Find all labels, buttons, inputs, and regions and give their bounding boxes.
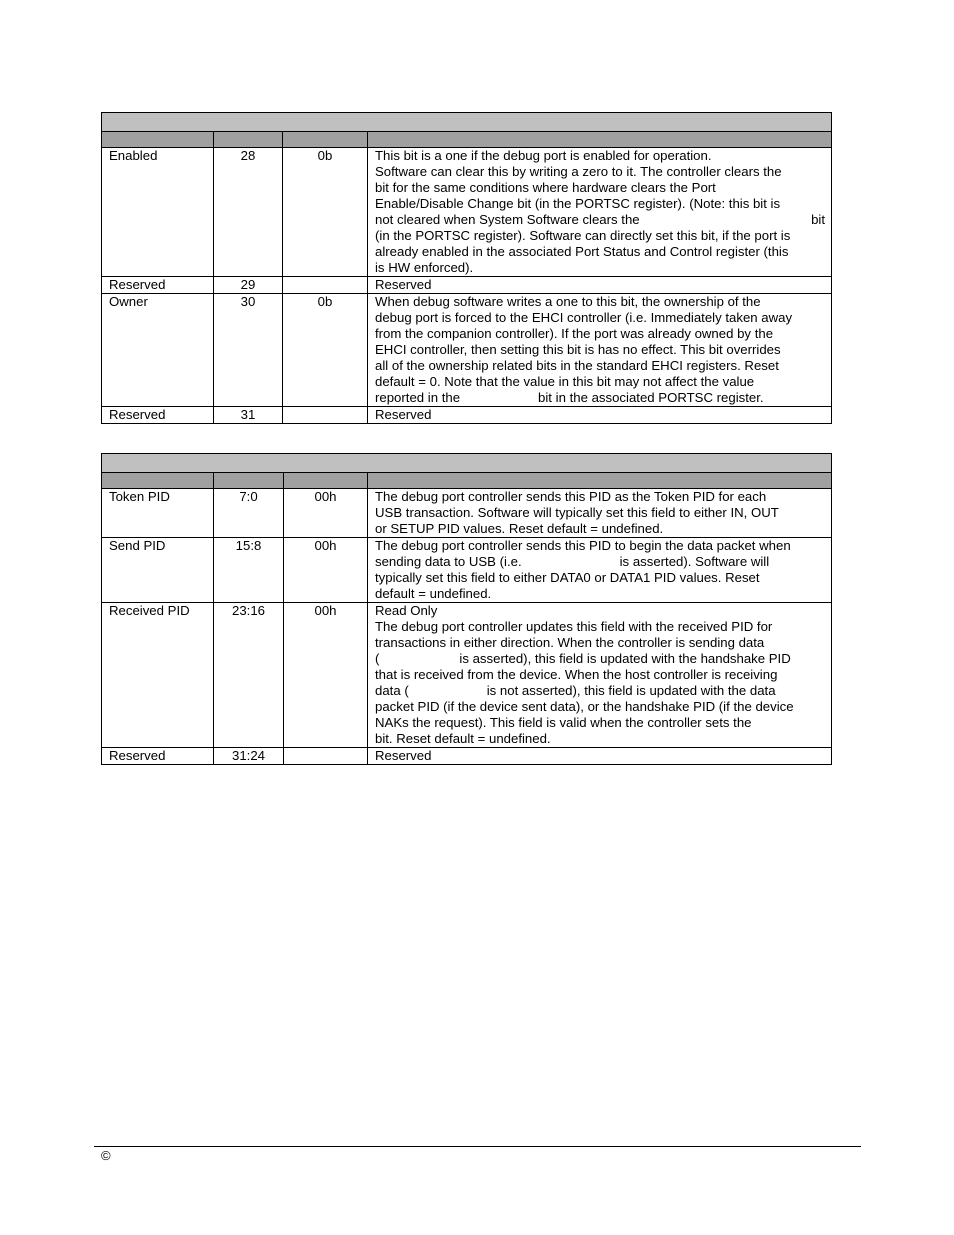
default-value: 00h — [284, 603, 368, 748]
desc-line: bit. Reset default = undefined. — [375, 731, 551, 746]
header-field — [102, 473, 214, 489]
desc-text: sending data to USB (i.e. — [375, 554, 522, 569]
description: Reserved — [368, 748, 832, 765]
default-value: 00h — [284, 489, 368, 538]
desc-line — [375, 554, 825, 570]
table-row — [102, 748, 832, 765]
desc-line: is HW enforced). — [375, 260, 474, 275]
header-bits — [214, 132, 283, 148]
table-row — [102, 148, 832, 277]
field-name: Reserved — [102, 277, 214, 294]
desc-line — [375, 683, 825, 699]
desc-line — [375, 651, 825, 667]
table-title-row — [102, 454, 832, 473]
table-row — [102, 603, 832, 748]
desc-line: typically set this field to either DATA0 or DATA1 PID values. Reset — [375, 570, 760, 585]
table-title-row — [102, 113, 832, 132]
table-title-cell — [102, 454, 832, 473]
desc-line: debug port is forced to the EHCI controller (i.e. Immediately taken away — [375, 310, 793, 325]
table-header-row — [102, 473, 832, 489]
desc-line — [375, 390, 825, 406]
table-row — [102, 294, 832, 407]
desc-line: USB transaction. Software will typically set this field to either IN, OUT — [375, 505, 779, 520]
description: Reserved — [368, 407, 832, 424]
field-name: Reserved — [102, 748, 214, 765]
field-name: Enabled — [102, 148, 214, 277]
desc-text: data ( — [375, 683, 409, 698]
header-default — [283, 132, 368, 148]
desc-line: bit for the same conditions where hardware clears the Port — [375, 180, 716, 195]
field-name: Owner — [102, 294, 214, 407]
desc-line: from the companion controller). If the port was already owned by the — [375, 326, 774, 341]
desc-line: Enable/Disable Change bit (in the PORTSC register). (Note: this bit is — [375, 196, 781, 211]
description — [368, 294, 832, 407]
description — [368, 538, 832, 603]
desc-line: When debug software writes a one to this bit, the ownership of the — [375, 294, 761, 309]
header-description — [368, 473, 832, 489]
table-row — [102, 407, 832, 424]
desc-text: not cleared when System Software clears the — [375, 212, 640, 227]
desc-line: or SETUP PID values. Reset default = undefined. — [375, 521, 664, 536]
bit-range: 31:24 — [214, 748, 284, 765]
desc-line: packet PID (if the device sent data), or the handshake PID (if the device — [375, 699, 794, 714]
desc-line: default = undefined. — [375, 586, 492, 601]
desc-line: Read Only — [375, 603, 438, 618]
bit-range: 23:16 — [214, 603, 284, 748]
default-value: 00h — [284, 538, 368, 603]
default-value: 0b — [283, 148, 368, 277]
description — [368, 148, 832, 277]
desc-text: is asserted), this field is updated with the handshake PID — [459, 651, 791, 666]
desc-line: The debug port controller sends this PID as the Token PID for each — [375, 489, 767, 504]
desc-line: This bit is a one if the debug port is enabled for operation. — [375, 148, 712, 163]
desc-text: is not asserted), this field is updated with the data — [486, 683, 776, 698]
header-field — [102, 132, 214, 148]
desc-line: The debug port controller sends this PID to begin the data packet when — [375, 538, 791, 553]
bit-range: 31 — [214, 407, 283, 424]
bit-range: 29 — [214, 277, 283, 294]
table-title-cell — [102, 113, 832, 132]
table-row — [102, 489, 832, 538]
bit-range: 28 — [214, 148, 283, 277]
bit-range: 7:0 — [214, 489, 284, 538]
desc-line: default = 0. Note that the value in this bit may not affect the value — [375, 374, 755, 389]
desc-line: that is received from the device. When the host controller is receiving — [375, 667, 778, 682]
bit-range: 15:8 — [214, 538, 284, 603]
header-bits — [214, 473, 284, 489]
desc-text: reported in the — [375, 390, 461, 405]
table-header-row — [102, 132, 832, 148]
footer-divider — [94, 1146, 861, 1147]
default-value — [283, 407, 368, 424]
desc-line: already enabled in the associated Port Status and Control register (this — [375, 244, 789, 259]
desc-text: bit in the associated PORTSC register. — [538, 390, 764, 405]
default-value — [284, 748, 368, 765]
desc-line — [375, 212, 825, 228]
desc-line: (in the PORTSC register). Software can directly set this bit, if the port is — [375, 228, 791, 243]
field-name: Send PID — [102, 538, 214, 603]
description — [368, 603, 832, 748]
table-row — [102, 538, 832, 603]
header-default — [284, 473, 368, 489]
desc-line: NAKs the request). This field is valid when the controller sets the — [375, 715, 752, 730]
description: Reserved — [368, 277, 832, 294]
field-name: Reserved — [102, 407, 214, 424]
desc-line: all of the ownership related bits in the standard EHCI registers. Reset — [375, 358, 779, 373]
default-value — [283, 277, 368, 294]
bit-range: 30 — [214, 294, 283, 407]
description — [368, 489, 832, 538]
default-value: 0b — [283, 294, 368, 407]
copyright-symbol: © — [101, 1148, 111, 1163]
desc-line: EHCI controller, then setting this bit is has no effect. This bit overrides — [375, 342, 781, 357]
field-name: Received PID — [102, 603, 214, 748]
table-row — [102, 277, 832, 294]
header-description — [368, 132, 832, 148]
desc-text: is asserted). Software will — [619, 554, 770, 569]
desc-text: bit — [811, 212, 825, 227]
register-table-1 — [101, 112, 832, 424]
desc-line: transactions in either direction. When the controller is sending data — [375, 635, 765, 650]
desc-text: ( — [375, 651, 380, 666]
register-table-2 — [101, 453, 832, 765]
field-name: Token PID — [102, 489, 214, 538]
desc-line: Software can clear this by writing a zero to it. The controller clears the — [375, 164, 782, 179]
desc-line: The debug port controller updates this field with the received PID for — [375, 619, 773, 634]
